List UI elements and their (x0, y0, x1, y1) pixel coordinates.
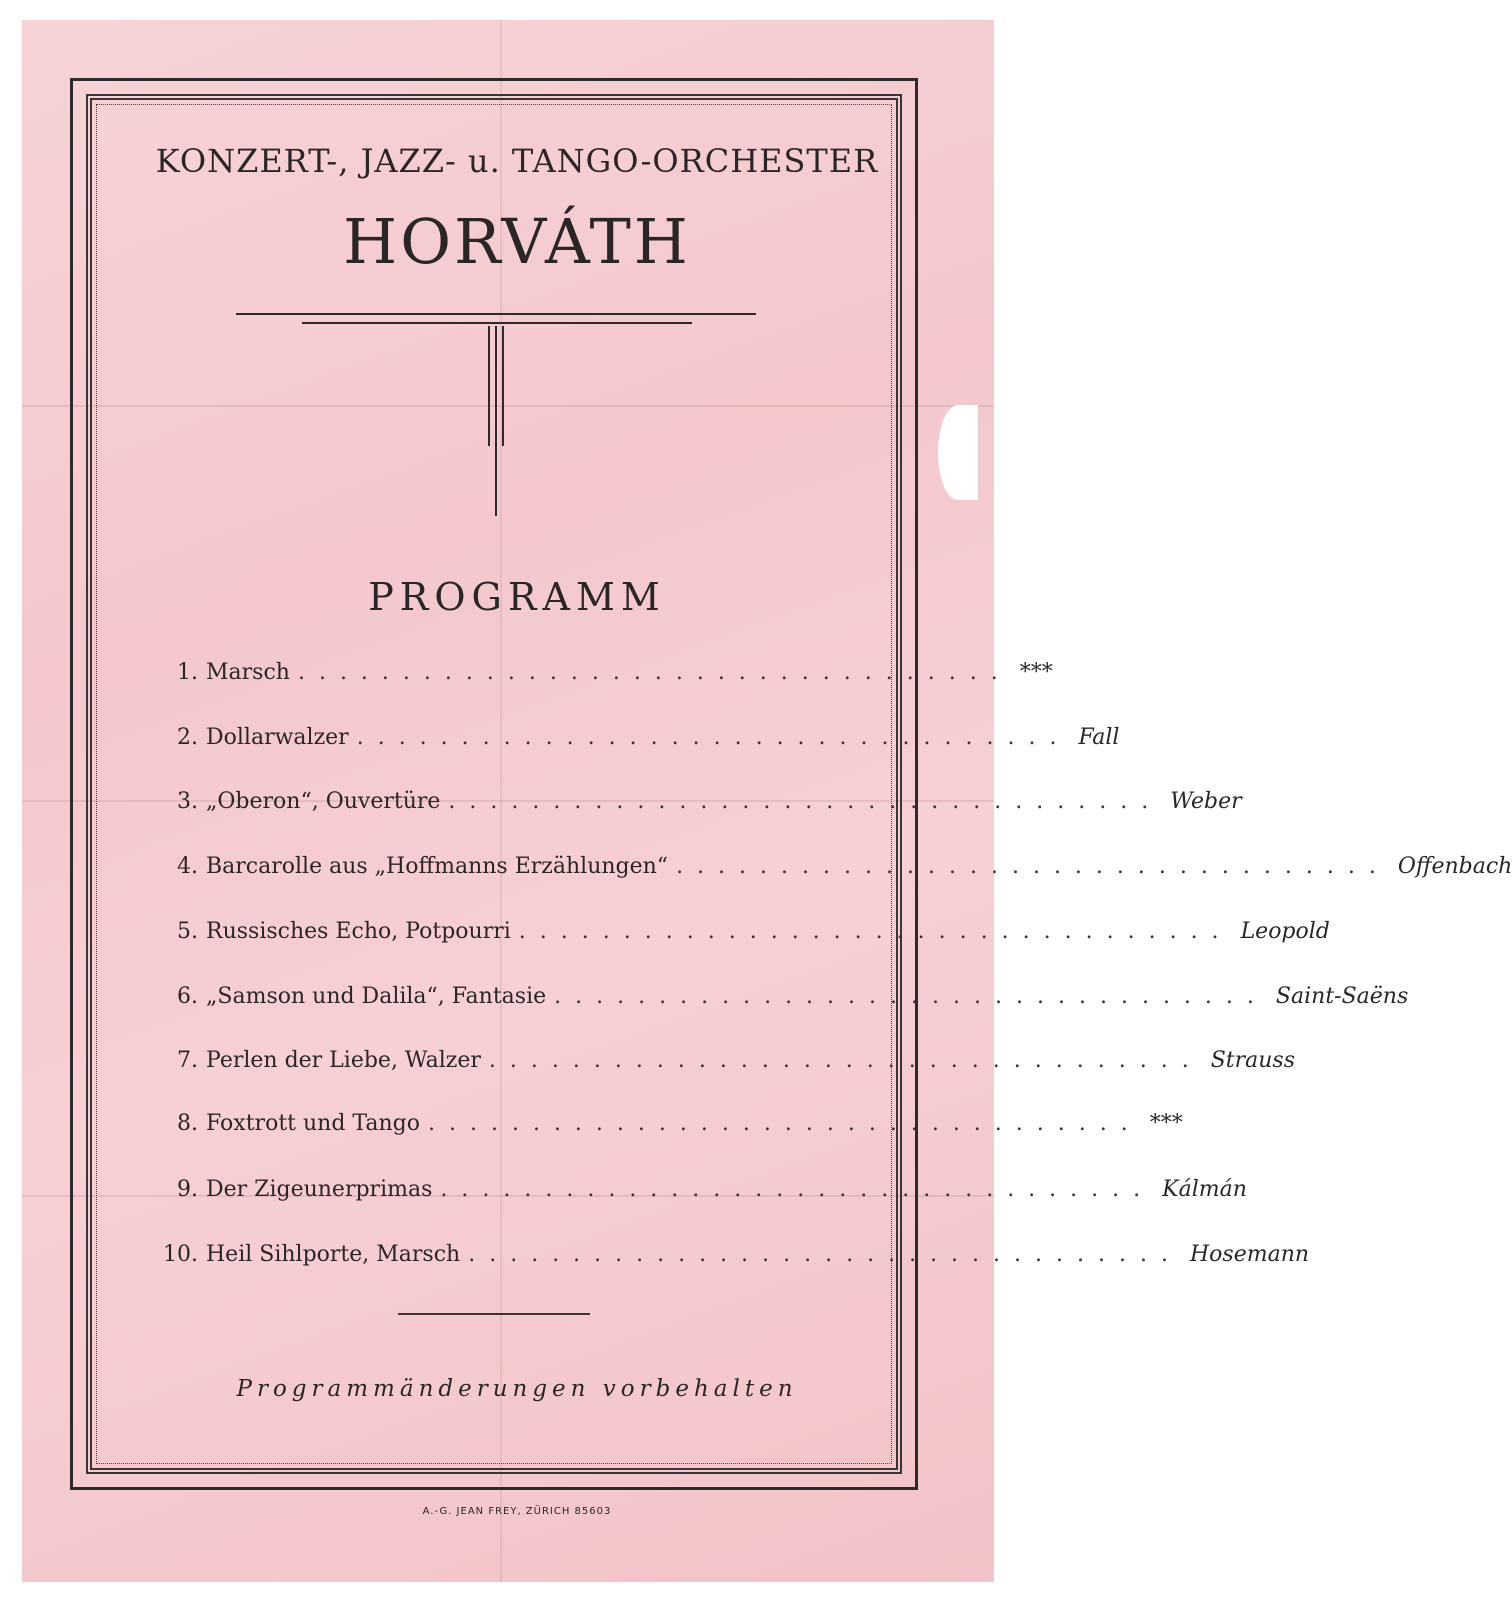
program-item (150, 1177, 1247, 1211)
item-number: 7. (177, 1048, 198, 1073)
paper-tear (938, 405, 978, 500)
leader-dots: .................................. (488, 1048, 1203, 1073)
leader-dots: .................................. (448, 789, 1163, 814)
orchestra-subtitle: KONZERT-, JAZZ- u. TANGO-ORCHESTER (155, 142, 879, 180)
item-piece: Foxtrott und Tango (206, 1111, 420, 1136)
leader-dots: .................................. (554, 984, 1268, 1009)
program-item (150, 919, 1330, 953)
item-composer: Strauss (1210, 1048, 1295, 1073)
item-piece: Perlen der Liebe, Walzer (206, 1048, 481, 1073)
item-piece: Dollarwalzer (206, 725, 349, 750)
item-composer: Fall (1078, 725, 1120, 750)
item-piece: Marsch (206, 660, 290, 685)
item-composer: Offenbach (1397, 854, 1512, 879)
item-composer: Kálmán (1162, 1177, 1247, 1202)
program-item (150, 1048, 1295, 1082)
item-composer: *** (1149, 1111, 1183, 1136)
item-number: 4. (177, 854, 198, 879)
program-heading: PROGRAMM (368, 575, 666, 619)
item-composer: Saint-Saëns (1275, 984, 1409, 1009)
leader-dots: .................................. (297, 660, 1012, 685)
item-piece: „Samson und Dalila“, Fantasie (206, 984, 547, 1009)
item-number: 5. (177, 919, 198, 944)
item-piece: Heil Sihlporte, Marsch (206, 1242, 461, 1267)
program-item (150, 789, 1242, 823)
item-number: 2. (177, 725, 198, 750)
program-item (150, 660, 1053, 694)
program-item (150, 984, 1409, 1018)
leader-dots: .................................. (676, 854, 1390, 879)
program-item (150, 725, 1120, 759)
orchestra-title: HORVÁTH (343, 205, 691, 278)
item-composer: Leopold (1240, 919, 1330, 944)
leader-dots: .................................. (468, 1242, 1182, 1267)
leader-dots: .................................. (356, 725, 1071, 750)
item-number: 6. (177, 984, 198, 1009)
program-item (150, 1242, 1310, 1276)
item-composer: Hosemann (1190, 1242, 1310, 1267)
change-notice: Programmänderungen vorbehalten (236, 1376, 798, 1402)
item-piece: Russisches Echo, Potpourri (206, 919, 511, 944)
leader-dots: .................................. (518, 919, 1233, 944)
item-composer: *** (1019, 660, 1053, 685)
leader-dots: .................................. (427, 1111, 1142, 1136)
leader-dots: .................................. (440, 1177, 1155, 1202)
item-number: 10. (163, 1242, 198, 1267)
item-number: 3. (177, 789, 198, 814)
printer-imprint: A.-G. JEAN FREY, ZÜRICH 85603 (422, 1506, 612, 1517)
program-item (150, 1111, 1183, 1145)
program-item (150, 854, 1512, 888)
item-number: 1. (177, 660, 198, 685)
item-piece: „Oberon“, Ouvertüre (206, 789, 441, 814)
item-piece: Der Zigeunerprimas (206, 1177, 433, 1202)
item-piece: Barcarolle aus „Hoffmanns Erzählungen“ (206, 854, 669, 879)
item-number: 8. (177, 1111, 198, 1136)
item-composer: Weber (1170, 789, 1242, 814)
item-number: 9. (177, 1177, 198, 1202)
separator-line (398, 1313, 590, 1315)
